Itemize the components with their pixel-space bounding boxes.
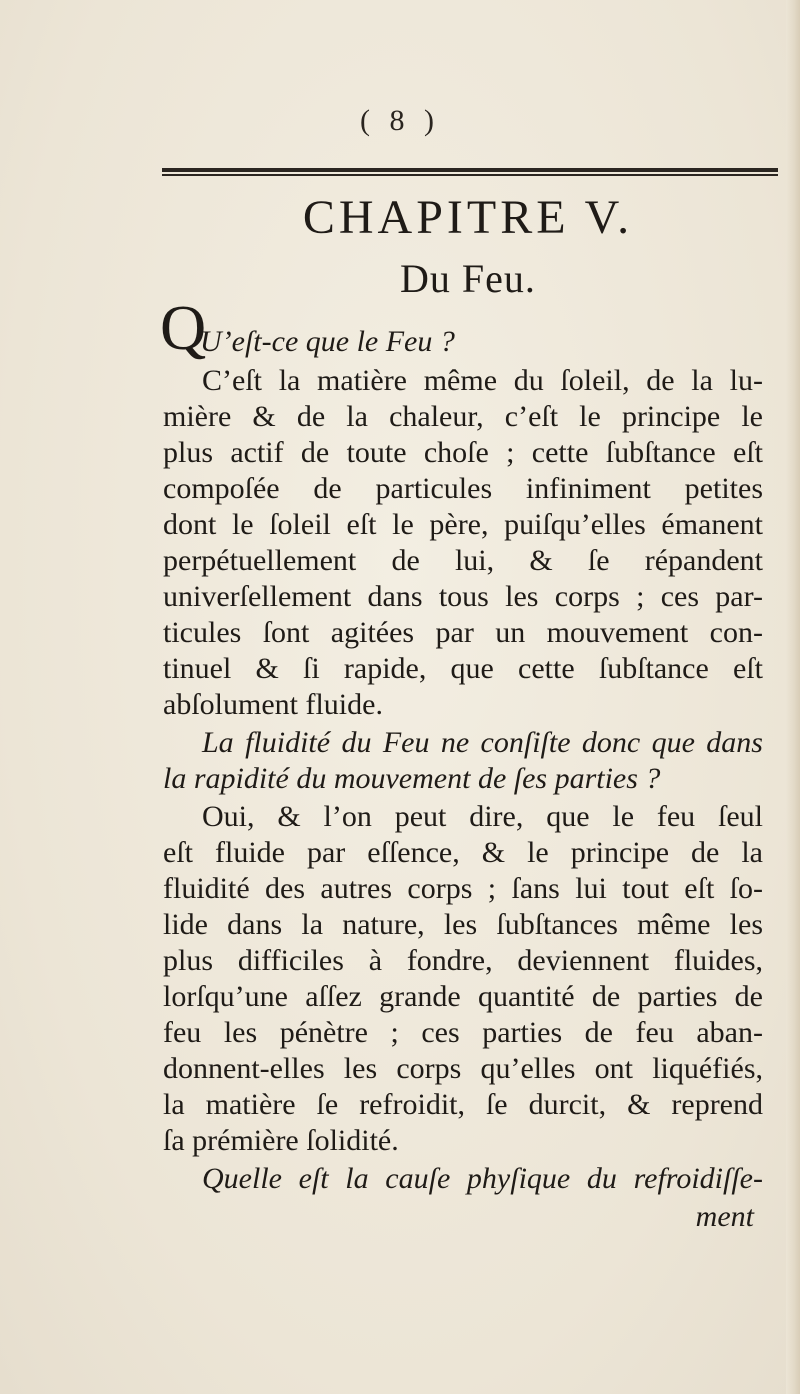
chapter-subtitle: Du Feu. xyxy=(400,256,536,301)
text-line: compoſée de particules infiniment petites xyxy=(163,472,763,505)
text-line: perpétuellement de lui, & ſe répandent xyxy=(163,544,763,577)
text-line: feu les pénètre ; ces parties de feu aban- xyxy=(163,1016,763,1049)
text-line: univerſellement dans tous les corps ; ces par- xyxy=(163,580,763,613)
question-line: la rapidité du mouvement de ſes parties ? xyxy=(163,762,661,795)
text-line: Oui, & l’on peut dire, que le feu ſeul xyxy=(202,800,763,833)
question-line: La fluidité du Feu ne conſiſte donc que dans xyxy=(202,726,763,759)
text-line: la matière ſe refroidit, ſe durcit, & reprend xyxy=(163,1088,763,1121)
text-line: abſolument fluide. xyxy=(163,688,383,721)
page-edge xyxy=(786,0,800,1394)
text-line: dont le ſoleil eſt le père, puiſqu’elles émanent xyxy=(163,508,763,541)
catchword: ment xyxy=(695,1200,754,1233)
page-number: ( 8 ) xyxy=(360,104,440,137)
text-line: donnent-elles les corps qu’elles ont liquéfiés, xyxy=(163,1052,763,1085)
header-rule-thin xyxy=(162,174,778,176)
header-rule xyxy=(162,168,778,177)
text-line: tinuel & ſi rapide, que cette ſubſtance eſt xyxy=(163,652,763,685)
text-line: eſt fluide par eſſence, & le principe de la xyxy=(163,836,763,869)
question-line: Quelle eſt la cauſe phyſique du refroidiſſe- xyxy=(202,1162,763,1195)
text-line: ticules ſont agitées par un mouvement con- xyxy=(163,616,763,649)
header-rule-thick xyxy=(162,168,778,172)
text-line: lorſqu’une aſſez grande quantité de parties de xyxy=(163,980,763,1013)
drop-cap: Q xyxy=(160,292,207,363)
text-line: lide dans la nature, les ſubſtances même les xyxy=(163,908,763,941)
text-line: C’eſt la matière même du ſoleil, de la lu- xyxy=(202,364,763,397)
text-line: plus actif de toute choſe ; cette ſubſtance eſt xyxy=(163,436,763,469)
text-line: plus difficiles à fondre, deviennent fluides, xyxy=(163,944,763,977)
text-line: mière & de la chaleur, c’eſt le principe le xyxy=(163,400,763,433)
text-line: fluidité des autres corps ; ſans lui tout eſt ſo- xyxy=(163,872,763,905)
text-line: ſa prémière ſolidité. xyxy=(163,1124,399,1157)
chapter-title: CHAPITRE V. xyxy=(302,191,634,244)
question-line: U’eſt-ce que le Feu ? xyxy=(200,325,455,358)
